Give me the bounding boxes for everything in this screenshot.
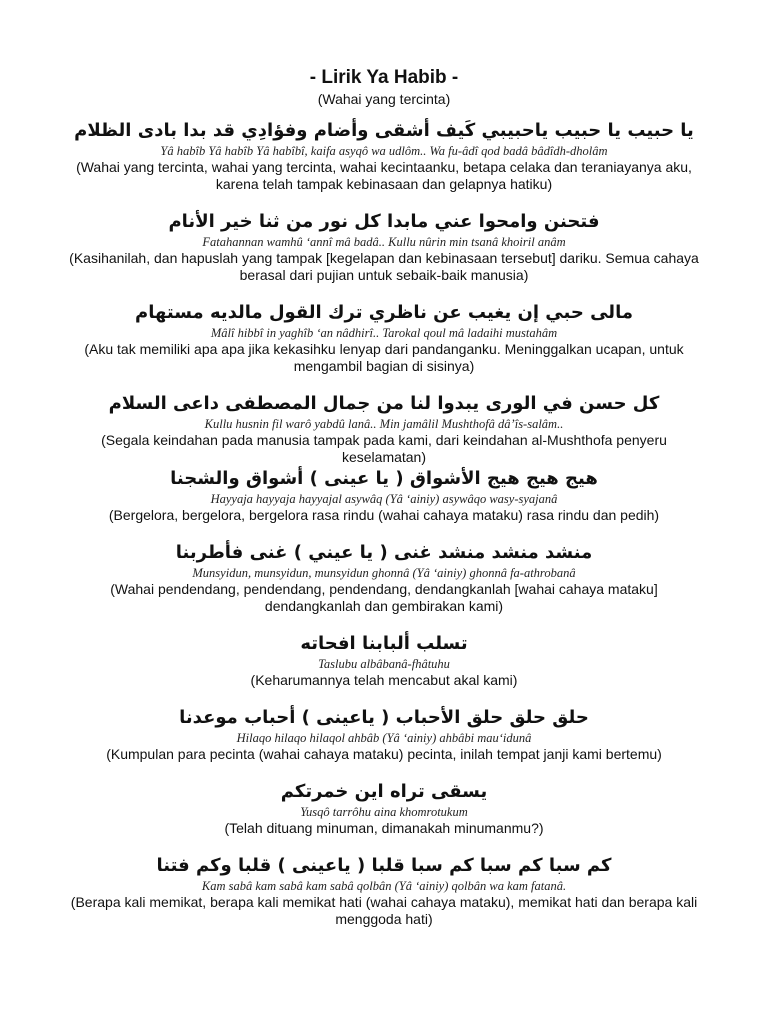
verse-translation: (Aku tak memiliki apa apa jika kekasihku lenyap dari pandanganku. Meninggalkan ucapan, untuk mengambil bagian di sisinya) <box>84 341 684 374</box>
verse-transliteration: Hayyaja hayyaja hayyajal asywâq (Yâ ‘ainiy) asywâqo wasy-syajanâ <box>210 492 558 506</box>
verse-translation: (Segala keindahan pada manusia tampak pada kami, dari keindahan al-Mushthofa penyeru keselamatan) <box>101 432 667 465</box>
verse-arabic: كل حسن في الورى يبدوا لنا من جمال المصطفى داعى السلام <box>108 393 660 414</box>
verse-4 <box>60 391 708 466</box>
verse-translation: (Wahai yang tercinta, wahai yang tercinta, wahai kecintaanku, betapa celaka dan teraniayanya aku, karena telah tampak kebinasaan dan gelapnya hatiku) <box>76 159 692 192</box>
verse-7 <box>60 631 708 689</box>
verse-2 <box>60 209 708 284</box>
verse-translation: (Keharumannya telah mencabut akal kami) <box>250 672 518 688</box>
verse-transliteration: Munsyidun, munsyidun, munsyidun ghonnâ (Yâ ‘ainiy) ghonnâ fa-athrobanâ <box>192 566 576 580</box>
verse-3 <box>60 300 708 375</box>
verse-arabic: هيج هيج هيج الأشواق ( يا عينى ) أشواق والشجنا <box>170 468 598 489</box>
verse-arabic: منشد منشد منشد غنى ( يا عيني ) غنى فأطربنا <box>175 542 593 563</box>
verse-arabic: حلق حلق حلق الأحباب ( ياعينى ) أحباب موعدنا <box>179 707 589 728</box>
verse-translation: (Telah dituang minuman, dimanakah minumanmu?) <box>224 820 544 836</box>
verse-transliteration: Yâ habîb Yâ habîb Yâ habîbî, kaifa asyqô wa udlôm.. Wa fu-âdî qod badâ bâdîdh-dholâm <box>160 144 608 158</box>
verse-arabic: فتحنن وامحوا عني مابدا كل نور من ثنا خير الأنام <box>168 211 600 232</box>
page-title: - Lirik Ya Habib - <box>309 67 459 88</box>
verse-translation: (Bergelora, bergelora, bergelora rasa rindu (wahai cahaya mataku) rasa rindu dan pedih) <box>108 507 660 523</box>
verse-arabic: مالى حبي إن يغيب عن ناظري ترك القول مالديه مستهام <box>135 302 633 323</box>
verse-transliteration: Hilaqo hilaqo hilaqol ahbâb (Yâ ‘ainiy) ahbâbi mau‘idunâ <box>236 731 532 745</box>
verse-transliteration: Yusqô tarrôhu aina khomrotukum <box>300 805 468 819</box>
verse-transliteration: Kullu husnin fil warô yabdû lanâ.. Min jamâlil Mushthofâ dâ’îs-salâm.. <box>204 417 564 431</box>
verse-arabic: يسقى تراه اين خمرتكم <box>280 781 488 802</box>
verse-8 <box>60 705 708 763</box>
verse-arabic: تسلب ألبابنا افحاته <box>300 633 468 654</box>
verse-transliteration: Fatahannan wamhû ‘annî mâ badâ.. Kullu nûrin min tsanâ khoiril anâm <box>202 235 566 249</box>
verse-10 <box>60 853 708 928</box>
verse-5 <box>60 466 708 524</box>
verse-transliteration: Kam sabâ kam sabâ kam sabâ qolbân (Yâ ‘ainiy) qolbân wa kam fatanâ. <box>201 879 567 893</box>
lyrics-document <box>60 66 708 928</box>
verse-arabic: يا حبيب يا حبيب ياحبيبي كَيف أشقى وأضام وفؤادِي قد بدا بادى الظلام <box>74 120 694 141</box>
verse-transliteration: Taslubu albâbanâ-fhâtuhu <box>318 657 450 671</box>
verse-1 <box>60 118 708 193</box>
verse-arabic: كم سبا كم سبا كم سبا قلبا ( ياعينى ) قلبا وكم فتنا <box>156 855 612 876</box>
verse-9 <box>60 779 708 837</box>
verse-translation: (Kumpulan para pecinta (wahai cahaya mataku) pecinta, inilah tempat janji kami bertemu) <box>106 746 662 762</box>
verse-translation: (Kasihanilah, dan hapuslah yang tampak [kegelapan dan kebinasaan tersebut] dariku. Semua cahaya berasal dari pujian untuk sebaik-baik manusia) <box>69 250 699 283</box>
verse-translation: (Wahai pendendang, pendendang, pendendang, dendangkanlah [wahai cahaya mataku] dendangkanlah dan gembirakan kami) <box>110 581 658 614</box>
verse-translation: (Berapa kali memikat, berapa kali memikat hati (wahai cahaya mataku), memikat hati dan berapa kali menggoda hati) <box>70 894 698 927</box>
verse-transliteration: Mâlî hibbî in yaghîb ‘an nâdhirî.. Tarokal qoul mâ ladaihi mustahâm <box>210 326 558 340</box>
verse-6 <box>60 540 708 615</box>
page-subtitle: (Wahai yang tercinta) <box>317 91 451 107</box>
